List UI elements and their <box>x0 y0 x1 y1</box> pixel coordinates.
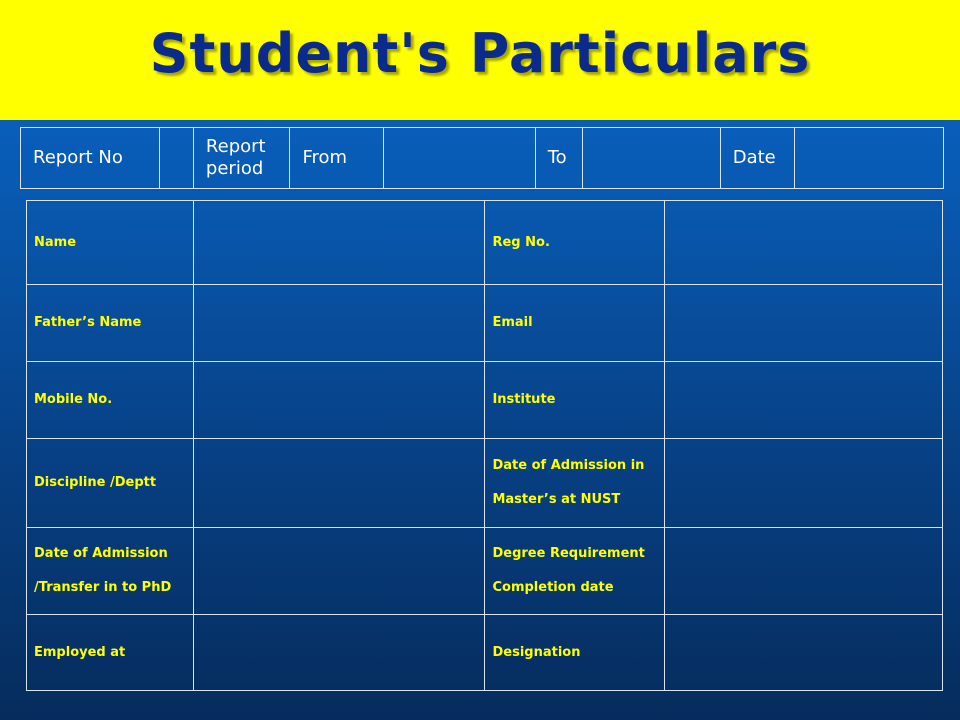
table-row <box>27 528 943 615</box>
page-title: Student's Particulars <box>149 22 811 85</box>
phd-admission-field[interactable] <box>193 528 485 615</box>
to-field[interactable] <box>583 128 721 189</box>
reg-no-field[interactable] <box>665 201 943 285</box>
completion-date-label: Degree Requirement Completion date <box>485 528 665 615</box>
table-row <box>27 362 943 439</box>
institute-label: Institute <box>485 362 665 439</box>
employed-at-field[interactable] <box>193 615 485 691</box>
institute-field[interactable] <box>665 362 943 439</box>
report-header-table <box>20 127 944 189</box>
designation-label: Designation <box>485 615 665 691</box>
email-label: Email <box>485 285 665 362</box>
report-period-label: Report period <box>193 128 290 189</box>
table-row <box>27 439 943 528</box>
completion-date-field[interactable] <box>665 528 943 615</box>
masters-admission-date-field[interactable] <box>665 439 943 528</box>
designation-field[interactable] <box>665 615 943 691</box>
report-header-row <box>21 128 944 189</box>
to-label: To <box>535 128 582 189</box>
phd-admission-label: Date of Admission /Transfer in to PhD <box>27 528 194 615</box>
report-no-field[interactable] <box>159 128 193 189</box>
discipline-field[interactable] <box>193 439 485 528</box>
name-field[interactable] <box>193 201 485 285</box>
fathers-name-field[interactable] <box>193 285 485 362</box>
particulars-table <box>26 200 943 691</box>
discipline-label: Discipline /Deptt <box>27 439 194 528</box>
employed-at-label: Employed at <box>27 615 194 691</box>
date-label: Date <box>720 128 794 189</box>
email-field[interactable] <box>665 285 943 362</box>
table-row <box>27 285 943 362</box>
table-row <box>27 615 943 691</box>
date-field[interactable] <box>795 128 944 189</box>
mobile-no-label: Mobile No. <box>27 362 194 439</box>
fathers-name-label: Father’s Name <box>27 285 194 362</box>
name-label: Name <box>27 201 194 285</box>
masters-admission-date-label: Date of Admission in Master’s at NUST <box>485 439 665 528</box>
table-row <box>27 201 943 285</box>
reg-no-label: Reg No. <box>485 201 665 285</box>
mobile-no-field[interactable] <box>193 362 485 439</box>
report-no-label: Report No <box>21 128 160 189</box>
from-field[interactable] <box>383 128 535 189</box>
from-label: From <box>290 128 384 189</box>
